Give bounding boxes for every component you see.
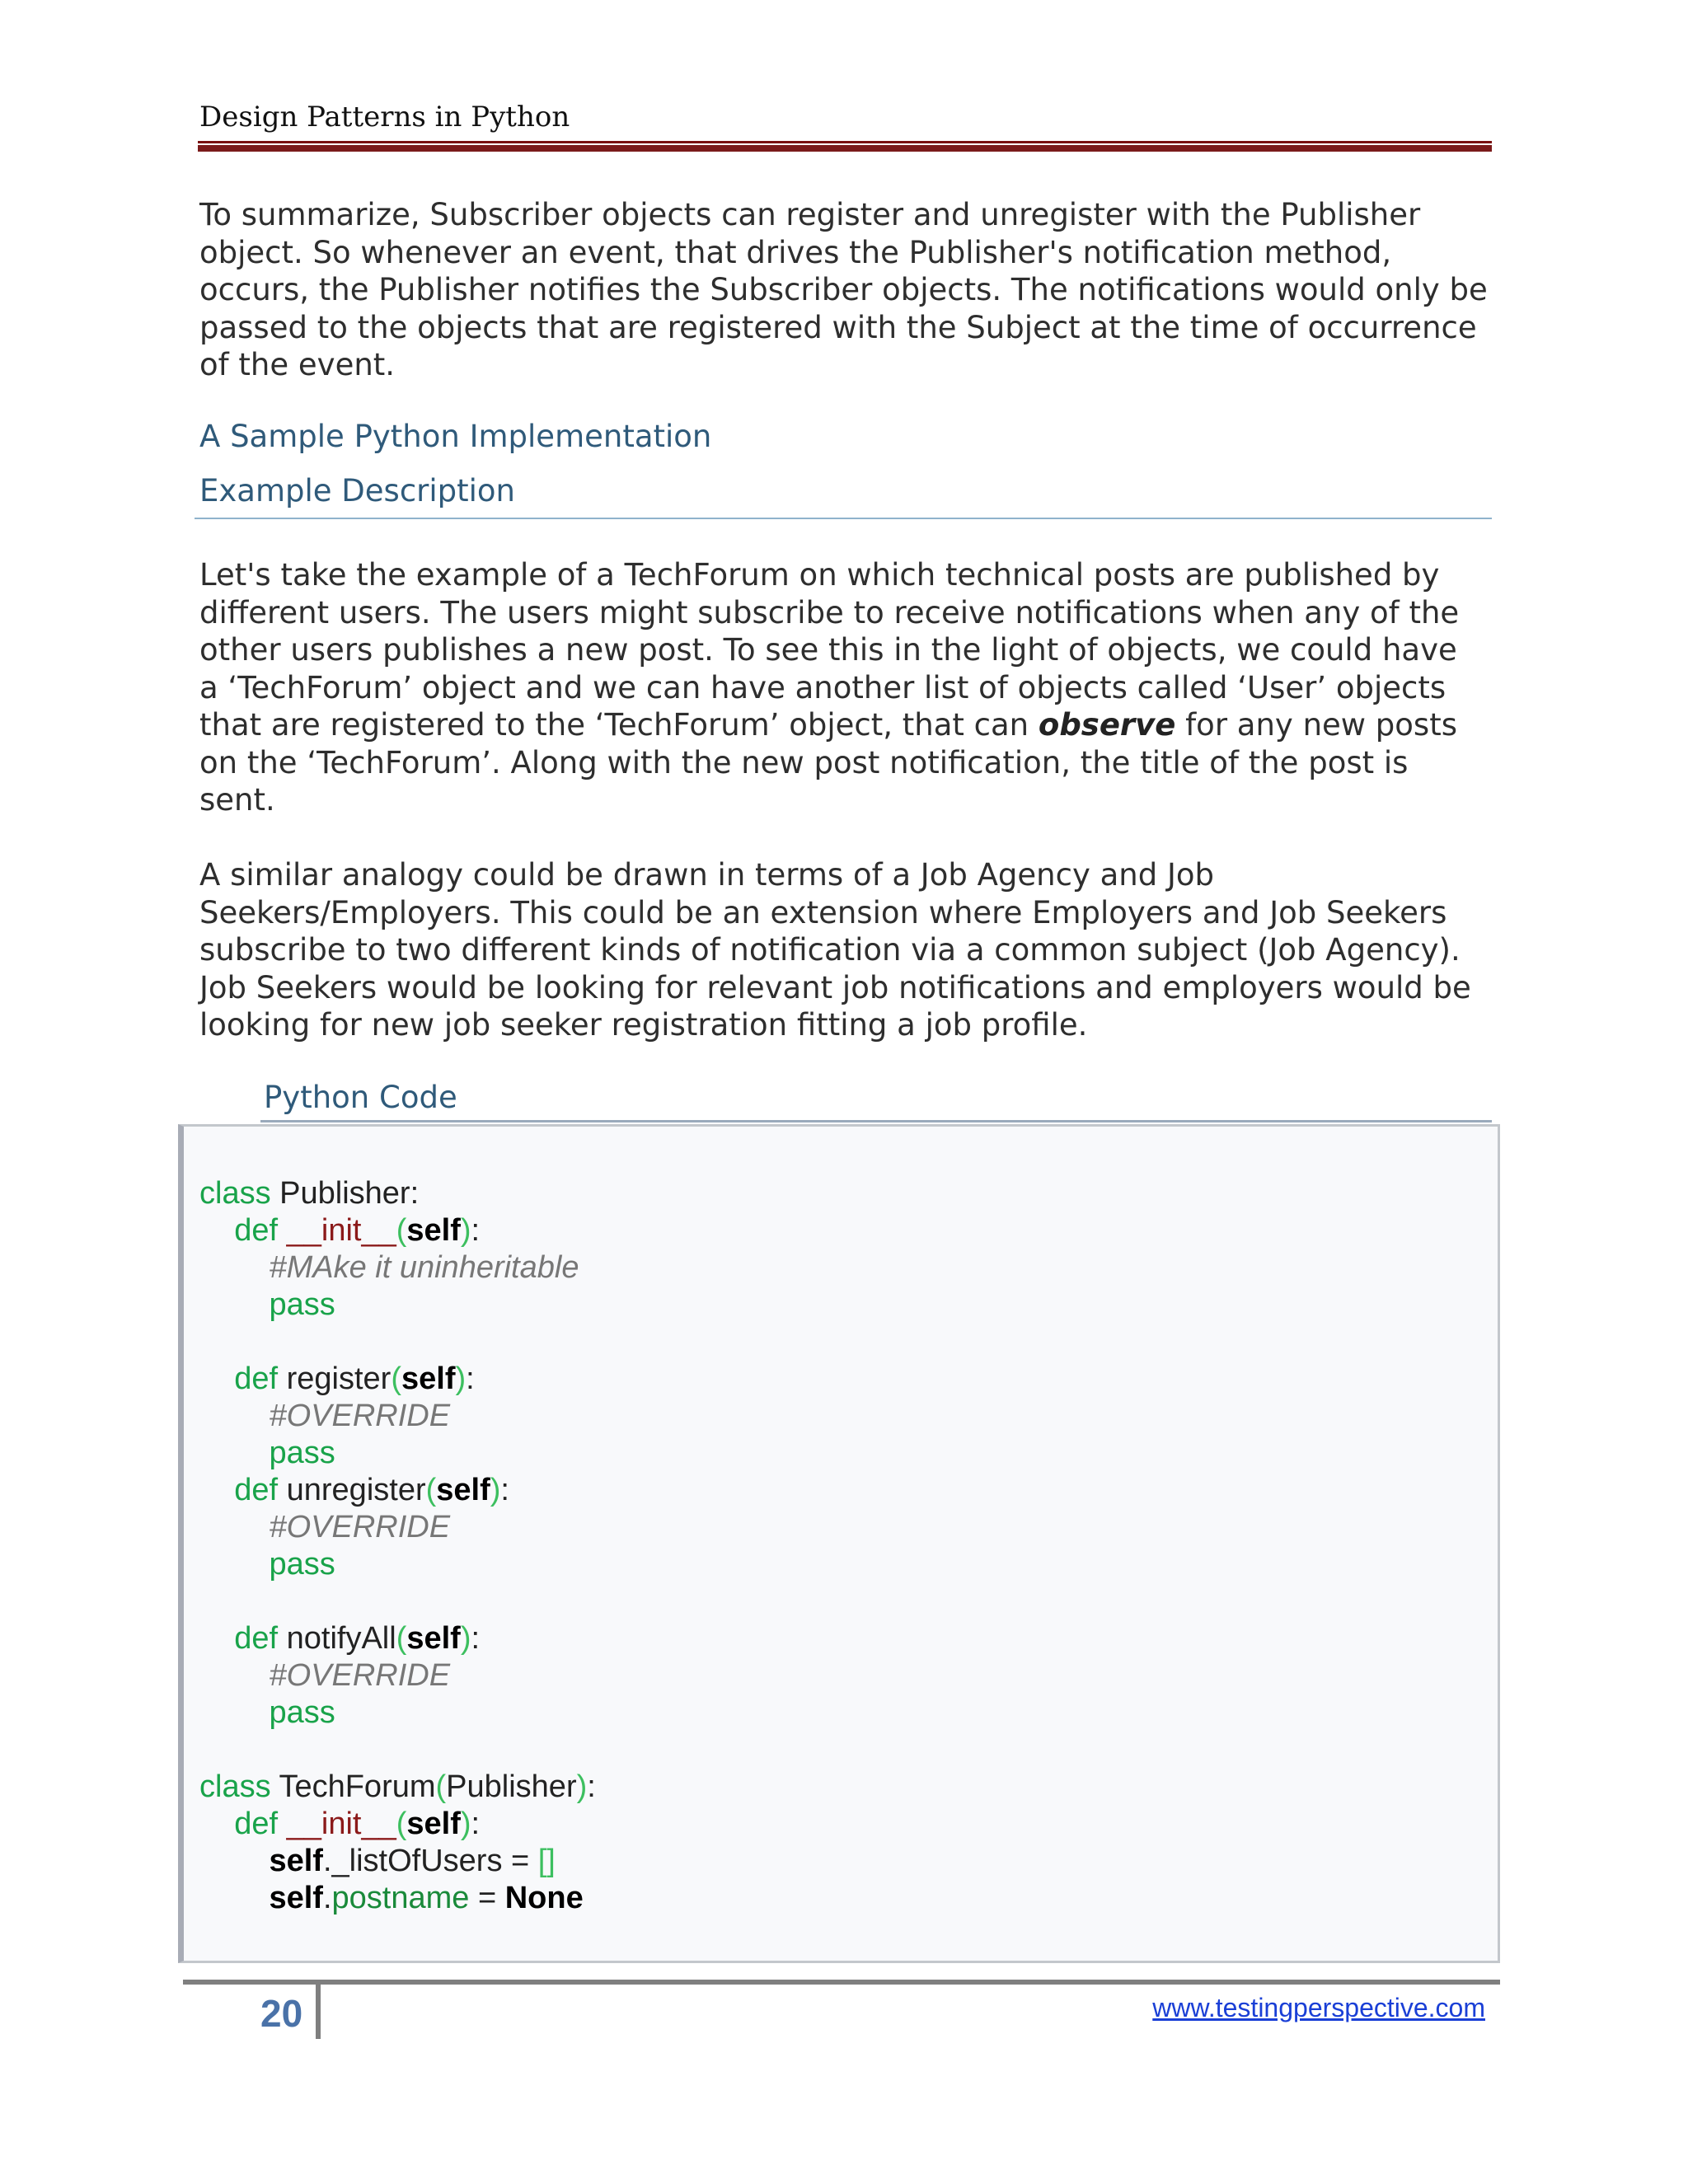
example-text: for any new posts <box>1175 707 1457 743</box>
code-line: def unregister(self): <box>234 1473 509 1507</box>
kw-class: class <box>199 1769 271 1804</box>
kw-def: def <box>234 1361 279 1396</box>
example-line: Let's take the example of a TechForum on which technical posts are published by <box>199 557 1440 593</box>
empty-list: [] <box>537 1844 556 1878</box>
header-rule-thick <box>198 145 1492 152</box>
code-heading-rule <box>260 1120 1492 1122</box>
self-ref: self <box>269 1881 323 1915</box>
code-line <box>199 1435 335 1472</box>
intro-line: To summarize, Subscriber objects can register and unregister with the Publisher <box>199 197 1421 232</box>
example-text: that are registered to the ‘TechForum’ object, that can <box>199 707 1039 743</box>
analogy-line: subscribe to two different kinds of notification via a common subject (Job Agency). <box>199 932 1461 968</box>
kw-pass: pass <box>269 1547 335 1582</box>
code-line <box>199 1509 450 1546</box>
none-literal: None <box>504 1881 584 1915</box>
attr-listofusers: _listOfUsers <box>331 1844 503 1878</box>
page-number: 20 <box>260 1992 303 2035</box>
subheading-rule <box>195 518 1492 519</box>
analogy-line: looking for new job seeker registration fitting a job profile. <box>199 1007 1088 1043</box>
func-notifyall: notifyAll <box>286 1621 396 1656</box>
kw-def: def <box>234 1213 279 1248</box>
example-line: different users. The users might subscribe to receive notifications when any of the <box>199 594 1460 630</box>
code-line <box>199 1249 579 1286</box>
code-line <box>199 1694 335 1732</box>
section-heading: A Sample Python Implementation <box>199 419 712 454</box>
func-init: __init__ <box>286 1807 396 1841</box>
footer-divider <box>316 1985 321 2039</box>
self-param: self <box>406 1213 461 1248</box>
footer-rule <box>183 1980 1500 1985</box>
example-paragraph <box>199 556 1502 819</box>
code-comment: #MAke it uninheritable <box>269 1250 579 1285</box>
func-register: register <box>286 1361 392 1396</box>
header-rule-thin <box>198 141 1492 143</box>
code-comment: #OVERRIDE <box>269 1510 451 1544</box>
func-init: __init__ <box>286 1213 396 1248</box>
intro-line: occurs, the Publisher notifies the Subscriber objects. The notifications would only be <box>199 272 1488 307</box>
example-line-observe <box>199 706 1502 744</box>
code-line: self.postname = None <box>269 1881 584 1915</box>
intro-line: of the event. <box>199 347 396 382</box>
self-param: self <box>401 1361 456 1396</box>
kw-def: def <box>234 1473 279 1507</box>
code-line <box>199 1286 335 1324</box>
example-line: on the ‘TechForum’. Along with the new post notification, the title of the post is <box>199 744 1409 780</box>
example-line: sent. <box>199 782 275 818</box>
code-line: def register(self): <box>234 1361 475 1396</box>
self-param: self <box>406 1807 461 1841</box>
self-ref: self <box>269 1844 323 1878</box>
analogy-line: Job Seekers would be looking for relevant job notifications and employers would be <box>199 969 1471 1005</box>
self-param: self <box>406 1621 461 1656</box>
code-line <box>199 1398 450 1435</box>
base-class: Publisher <box>446 1769 577 1804</box>
code-line: self._listOfUsers = [] <box>269 1844 556 1878</box>
kw-pass: pass <box>269 1695 335 1730</box>
code-line <box>199 1657 450 1694</box>
kw-pass: pass <box>269 1436 335 1470</box>
kw-def: def <box>234 1807 279 1841</box>
class-name: Publisher <box>279 1176 410 1211</box>
func-unregister: unregister <box>286 1473 426 1507</box>
analogy-line: Seekers/Employers. This could be an extension where Employers and Job Seekers <box>199 894 1447 930</box>
self-param: self <box>436 1473 490 1507</box>
kw-def: def <box>234 1621 279 1656</box>
emphasis-observe: observe <box>1038 707 1176 743</box>
kw-class: class <box>199 1176 271 1211</box>
footer-website-link[interactable]: www.testingperspective.com <box>1152 1993 1485 2022</box>
code-line: class TechForum(Publisher): <box>199 1769 596 1804</box>
attr-postname: postname <box>331 1881 470 1915</box>
example-line: other users publishes a new post. To see this in the light of objects, we could have <box>199 632 1457 668</box>
intro-line: passed to the objects that are registered with the Subject at the time of occurrence <box>199 309 1477 345</box>
code-line: def __init__(self): <box>234 1213 481 1248</box>
code-comment: #OVERRIDE <box>269 1658 451 1693</box>
section-subheading: Example Description <box>199 473 516 509</box>
analogy-paragraph <box>199 856 1502 1044</box>
code-heading: Python Code <box>264 1080 457 1115</box>
code-line: def notifyAll(self): <box>234 1621 481 1656</box>
kw-pass: pass <box>269 1287 335 1322</box>
code-comment: #OVERRIDE <box>269 1399 451 1433</box>
page-header-title: Design Patterns in Python <box>199 101 570 134</box>
code-line: class Publisher: <box>199 1176 420 1211</box>
analogy-line: A similar analogy could be drawn in terms of a Job Agency and Job <box>199 857 1215 893</box>
intro-paragraph <box>199 196 1502 384</box>
code-line: def __init__(self): <box>234 1807 481 1841</box>
example-line: a ‘TechForum’ object and we can have another list of objects called ‘User’ objects <box>199 669 1447 705</box>
code-line <box>199 1546 335 1583</box>
intro-line: object. So whenever an event, that drives the Publisher's notification method, <box>199 234 1392 270</box>
class-name: TechForum <box>279 1769 436 1804</box>
